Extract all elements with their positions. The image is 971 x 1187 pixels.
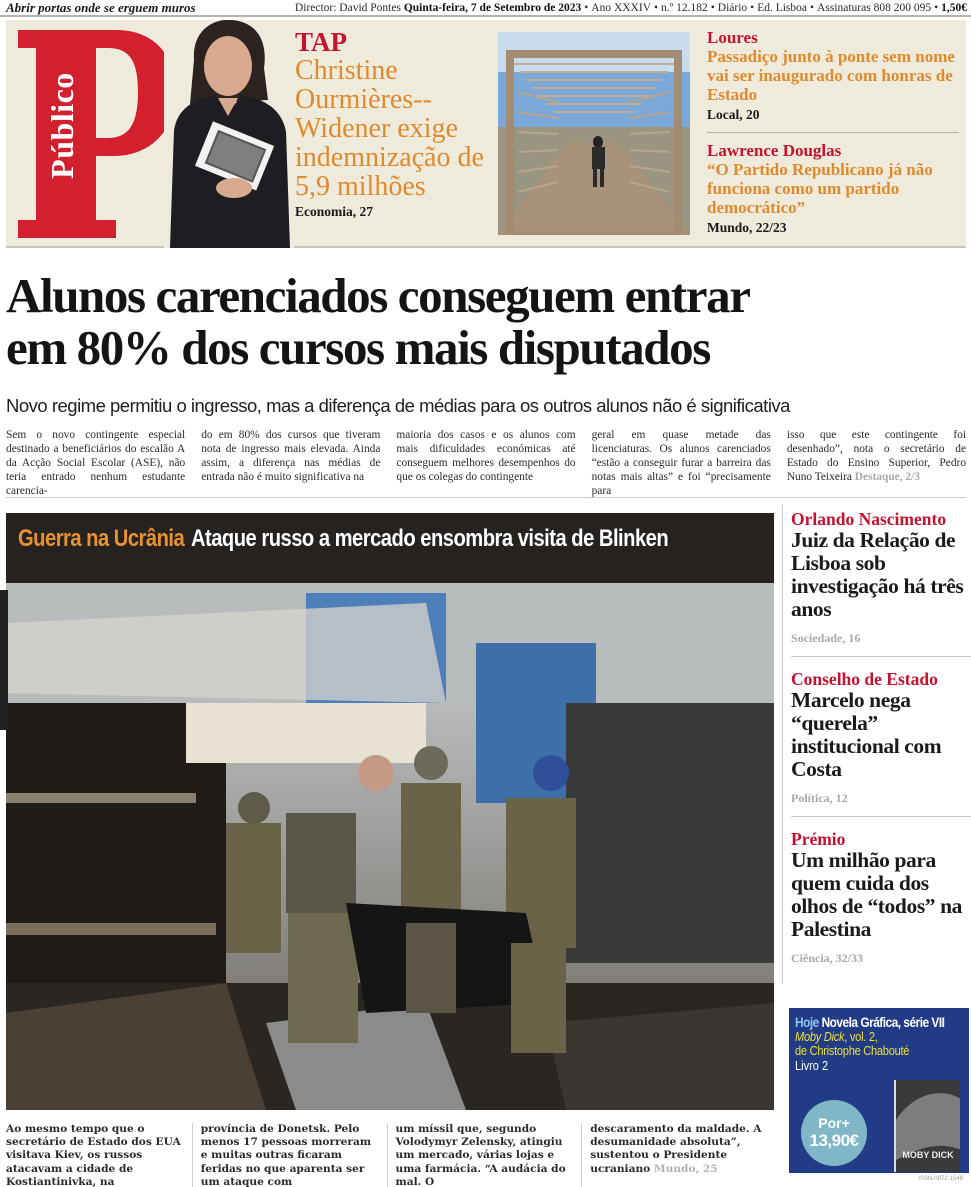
side-teasers <box>707 28 959 236</box>
war-column-2: província de Donetsk. Pelo menos 17 pessoas morreram e muitas outras ficaram feridas no que aparenta ser um ataque com <box>192 1123 387 1187</box>
lead-subheadline: Novo regime permitiu o ingresso, mas a diferença de médias para os outros alunos não é significativa <box>6 395 790 416</box>
promo-price-badge: Por+ 13,90€ <box>801 1100 867 1166</box>
lead-column-4: geral em quase metade das licenciaturas. Os alunos carenciados “estão a conseguir furar a barreira das notas mais altas” e foi “precisamente para <box>591 429 771 497</box>
promo-book: Moby Dick, vol. 2, <box>795 1029 878 1044</box>
promo-author: de Christophe Chabouté <box>795 1043 910 1058</box>
war-column-4: descaramento da maldade. A desumanidade absoluta”, sustentou o Presidente ucraniano Mundo, 25 <box>581 1123 776 1187</box>
rail-item[interactable] <box>791 665 971 817</box>
graphic-novel-promo[interactable] <box>789 1008 969 1173</box>
lead-headline[interactable] <box>6 270 971 374</box>
rail-headline[interactable]: Um milhão para quem cuida dos olhos de “todos” na Palestina <box>791 848 963 941</box>
promo-title: Hoje Novela Gráfica, série VII <box>795 1014 945 1030</box>
rail-kicker: Prémio <box>791 829 846 849</box>
lead-page-ref[interactable]: Destaque, 2/3 <box>854 471 920 483</box>
motto: Abrir portas onde se erguem muros <box>6 0 196 15</box>
moby-dick-cover: MOBY DICK <box>894 1080 960 1172</box>
photo-credit <box>0 590 8 730</box>
lead-column-2: do em 80% dos cursos que tiveram nota de ingresso mais elevada. Ainda assim, a diferença nas médias de entrada não é muito significativa na <box>201 429 381 483</box>
rail-item[interactable] <box>791 825 971 976</box>
teaser-loures[interactable] <box>707 28 959 123</box>
rail-headline[interactable]: Juiz da Relação de Lisboa sob investigação há três anos <box>791 528 964 621</box>
rail-section-ref: Sociedade, 16 <box>791 631 861 645</box>
rail-kicker: Orlando Nascimento <box>791 509 947 529</box>
teaser-headline[interactable]: Passadiço junto à ponte sem nome vai ser inaugurado com honras de Estado <box>707 47 955 104</box>
boardwalk-photo <box>498 32 690 235</box>
teaser-tap[interactable] <box>295 28 500 220</box>
edition: Ed. Lisboa <box>757 1 808 14</box>
war-headline-bar[interactable] <box>6 513 774 583</box>
teaser-kicker: Loures <box>707 28 758 47</box>
lead-column-3: maioria dos casos e os alunos com mais dificuldades económicas até conseguem melhores desempenhos do que os colegas do contingente <box>396 429 576 483</box>
masthead <box>6 20 966 248</box>
right-rail <box>782 505 971 984</box>
war-page-ref[interactable]: Mundo, 25 <box>653 1162 718 1175</box>
teaser-section-ref: Local, 20 <box>707 107 760 122</box>
lead-body <box>6 428 966 498</box>
rail-kicker: Conselho de Estado <box>791 669 938 689</box>
war-column-1: Ao mesmo tempo que o secretário de Estado dos EUA visitava Kiev, os russos atacavam a cidade de Kostiantinivka, na <box>6 1123 181 1187</box>
teaser-kicker: TAP <box>295 27 347 57</box>
cover-price: 1,50€ <box>941 1 967 14</box>
issue-meta: Director: David Pontes Quinta-feira, 7 de Setembro de 2023 • Ano XXXIV • n.º 12.182 • Diário • Ed. Lisboa • Assinaturas 808 200 095 • 1,50€ <box>294 1 967 14</box>
rail-section-ref: Política, 12 <box>791 791 848 805</box>
lead-headline-line-2: em 80% dos cursos mais disputados <box>6 320 710 375</box>
rail-item[interactable] <box>791 505 971 657</box>
teaser-section-ref: Mundo, 22/23 <box>707 220 787 235</box>
teaser-section-ref: Economia, 27 <box>295 204 374 219</box>
war-column-3: um míssil que, segundo Volodymyr Zelensky, atingiu um mercado, várias lojas e uma farmácia. “A audácia do mal. O <box>387 1123 582 1187</box>
war-kicker: Guerra na Ucrânia <box>18 525 185 552</box>
kostiantinivka-market-photo <box>6 583 774 1110</box>
frequency: Diário <box>717 1 748 14</box>
publico-wordmark: Público <box>43 71 80 179</box>
lead-column-1: Sem o novo contingente especial destinado a beneficiários do escalão A da Acção Social Escolar (ASE), não teria entrado nenhum estudante carencia- <box>6 429 186 497</box>
divider <box>6 497 966 498</box>
teaser-headline[interactable]: “O Partido Republicano já não funciona como um partido democrático” <box>707 160 933 217</box>
issue-year: Ano XXXIV <box>591 1 651 14</box>
promo-book-number: Livro 2 <box>795 1058 829 1073</box>
teaser-kicker: Lawrence Douglas <box>707 141 842 160</box>
ourmieres-widener-photo <box>164 20 294 248</box>
subscriptions: Assinaturas 808 200 095 <box>817 1 932 14</box>
rail-section-ref: Ciência, 32/33 <box>791 951 863 965</box>
director: Director: David Pontes <box>294 1 401 14</box>
teaser-headline[interactable]: Christine Ourmières--Widener exige indemnização de 5,9 milhões <box>295 55 484 202</box>
teaser-lawrence-douglas[interactable] <box>707 141 959 236</box>
rail-headline[interactable]: Marcelo nega “querela” institucional com Costa <box>791 688 942 781</box>
issue-number: n.º 12.182 <box>661 1 708 14</box>
issue-date: Quinta-feira, 7 de Setembro de 2023 <box>403 1 582 14</box>
issn-barcode-label: ISSN-0872-1548 <box>918 1176 963 1182</box>
lead-headline-line-1: Alunos carenciados conseguem entrar <box>6 268 750 323</box>
war-body <box>6 1123 776 1187</box>
lead-column-5: isso que este contingente foi desenhado”, nota o secretário de Estado do Ensino Superior, Pedro Nuno Teixeira Destaque, 2/3 <box>786 429 967 483</box>
top-strap <box>0 0 971 17</box>
divider <box>707 132 959 133</box>
war-headline: Ataque russo a mercado ensombra visita de Blinken <box>190 525 669 552</box>
